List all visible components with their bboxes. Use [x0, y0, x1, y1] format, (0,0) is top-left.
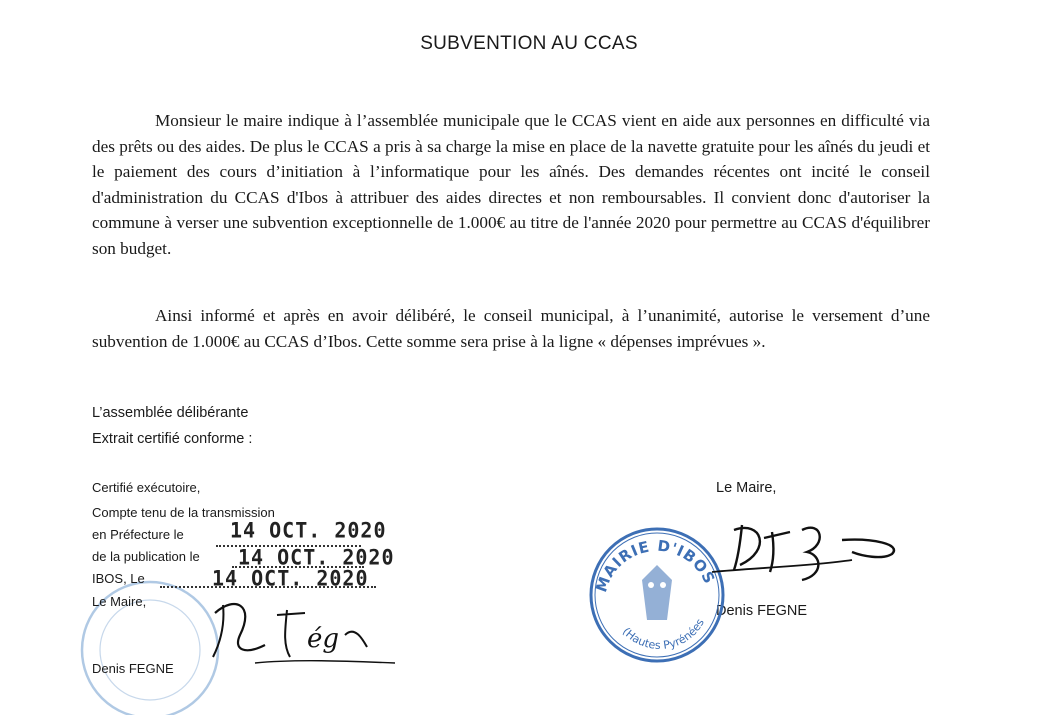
certified-executory: Certifié exécutoire,	[92, 480, 201, 495]
prefecture-label: en Préfecture le	[92, 527, 184, 542]
left-maire-label: Le Maire,	[92, 594, 147, 609]
ibos-date-stamp: 14 OCT. 2020	[212, 565, 369, 591]
svg-text:ég: ég	[307, 624, 340, 654]
paragraph-1: Monsieur le maire indique à l’assemblée municipale que le CCAS vient en aide aux personnes en difficulté via des prêts ou des aides. De plus le CCAS a pris à sa charge la mise en place de la navette gratuite pour les aînés du jeudi et le paiement des cours d’initiation à l’informatique pour les aînés. Des demandes récentes ont incité le conseil d'administration du CCAS d'Ibos à attribuer des aides directes et non remboursables. Il convient donc d'autoriser la commune à verser une subvention exceptionnelle de 1.000€ au titre de l'année 2020 pour permettre au CCAS d'équilibrer son budget.	[92, 111, 930, 258]
mairie-seal-icon	[584, 515, 727, 665]
left-signatory-name: Denis FEGNE	[92, 661, 174, 676]
document-title: SUBVENTION AU CCAS	[420, 33, 638, 54]
seal-bottom-text: (Hautes Pyrénées)	[584, 515, 707, 652]
assembly-line: L’assemblée délibérante	[92, 405, 249, 421]
paragraph-2: Ainsi informé et après en avoir délibéré, le conseil municipal, à l’unanimité, autorise le versement d’une subvention de 1.000€ au CCAS d’Ibos. Cette somme sera prise à la ligne « dépenses imprévues ».	[92, 306, 930, 351]
certified-extract-line: Extrait certifié conforme :	[92, 431, 253, 447]
left-signature-icon	[195, 585, 395, 675]
ibos-label: IBOS, Le	[92, 571, 145, 586]
publication-label: de la publication le	[92, 549, 200, 564]
publication-date-stamp: 14 OCT. 2020	[238, 544, 395, 570]
transmission-note: Compte tenu de la transmission	[92, 505, 275, 520]
right-signatory-name: Denis FEGNE	[716, 603, 808, 619]
prefecture-date-stamp: 14 OCT. 2020	[230, 517, 387, 543]
right-signature-icon	[712, 510, 912, 590]
right-maire-label: Le Maire,	[716, 480, 777, 496]
seal-top-text: MAIRIE D'IBOS	[592, 536, 719, 595]
